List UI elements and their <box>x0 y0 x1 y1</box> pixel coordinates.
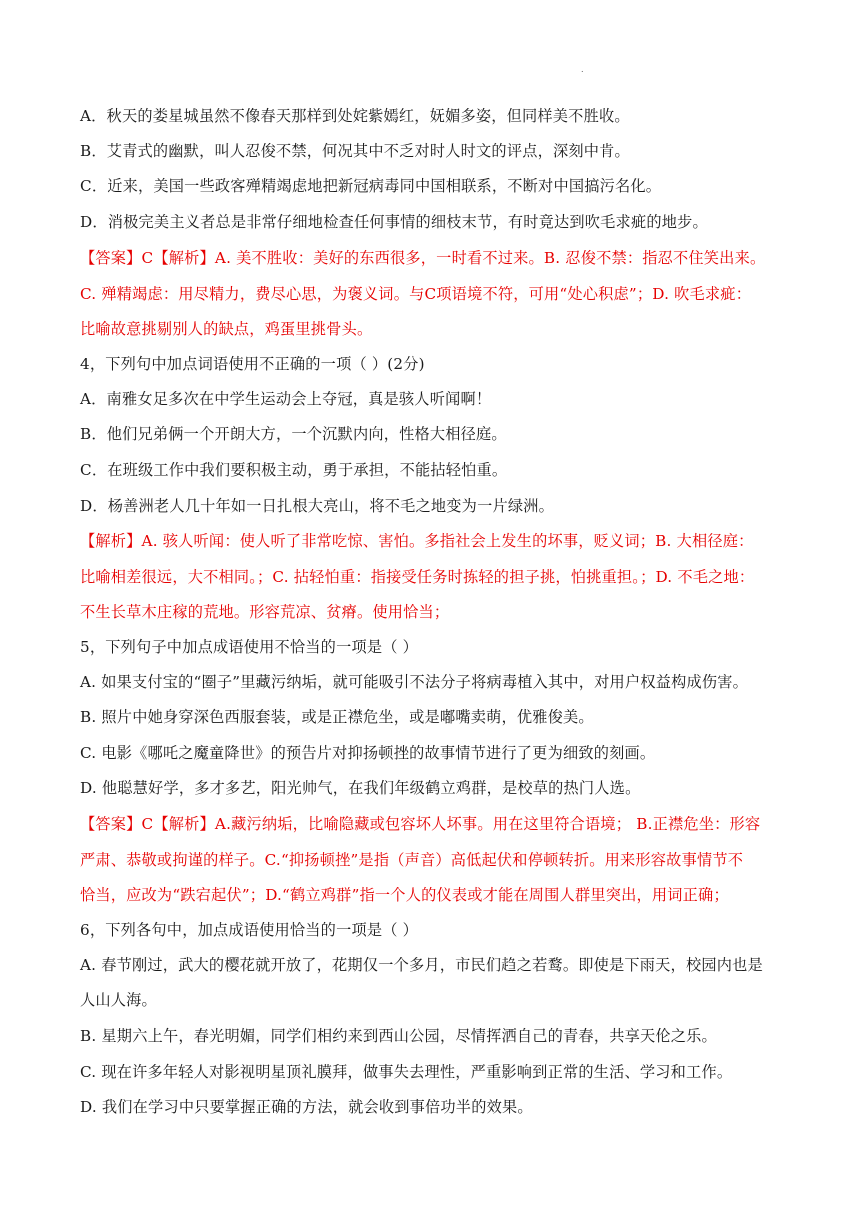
option-d-q5: D. 他聪慧好学，多才多艺，阳光帅气，在我们年级鹤立鸡群，是校草的热门人选。 <box>80 779 641 797</box>
answer-q5-line-2: 严肃、恭敬或拘谨的样子。C.“抑扬顿挫”是指（声音）高低起伏和停顿转折。用来形容故事情节不 <box>80 851 744 869</box>
option-d-q3: D．消极完美主义者总是非常仔细地检查任何事情的细枝末节，有时竟达到吹毛求疵的地步。 <box>80 213 708 231</box>
option-c-q4: C．在班级工作中我们要积极主动，勇于承担，不能拈轻怕重。 <box>80 461 508 479</box>
question-6: 6，下列各句中，加点成语使用恰当的一项是（ ） <box>80 921 419 939</box>
option-c-q5: C. 电影《哪吒之魔童降世》的预告片对抑扬顿挫的故事情节进行了更为细致的刻画。 <box>80 744 656 762</box>
option-a-q5: A. 如果支付宝的“圈子”里藏污纳垢，就可能吸引不法分子将病毒植入其中，对用户权益构成伤害。 <box>80 673 749 691</box>
option-b-q6: B. 星期六上午，春光明媚，同学们相约来到西山公园，尽情挥洒自己的青春，共享天伦之乐。 <box>80 1027 717 1045</box>
answer-q4-line-2: 比喻相差很远，大不相同。；C. 拈轻怕重：指接受任务时拣轻的担子挑，怕挑重担。；D. 不毛之地： <box>80 568 755 586</box>
option-d-q6: D. 我们在学习中只要掌握正确的方法，就会收到事倍功半的效果。 <box>80 1098 533 1116</box>
option-a-q4: A．南雅女足多次在中学生运动会上夺冠，真是骇人听闻啊！ <box>80 390 492 408</box>
header-dot-mark: . <box>581 65 584 74</box>
option-b-q5: B. 照片中她身穿深色西服套装，或是正襟危坐，或是嘟嘴卖萌，优雅俊美。 <box>80 708 594 726</box>
question-4: 4，下列句中加点词语使用不正确的一项（ ）(2分) <box>80 355 425 373</box>
option-a-q3: A．秋天的娄星城虽然不像春天那样到处姹紫嫣红，妩媚多姿，但同样美不胜收。 <box>80 107 630 125</box>
question-5: 5，下列句子中加点成语使用不恰当的一项是（ ） <box>80 638 419 656</box>
option-a-q6-line-2: 人山人海。 <box>80 991 157 1009</box>
option-c-q3: C．近来，美国一些政客殚精竭虑地把新冠病毒同中国相联系，不断对中国搞污名化。 <box>80 177 662 195</box>
answer-q5-line-3: 恰当，应改为“跌宕起伏”；D.“鹤立鸡群”指一个人的仪表或才能在周围人群里突出，用词正确； <box>80 886 729 904</box>
option-b-q4: B．他们兄弟俩一个开朗大方，一个沉默内向，性格大相径庭。 <box>80 425 507 443</box>
option-a-q6-line-1: A. 春节刚过，武大的樱花就开放了，花期仅一个多月，市民们趋之若鹜。即使是下雨天，校园内也是 <box>80 956 763 974</box>
option-b-q3: B．艾青式的幽默，叫人忍俊不禁，何况其中不乏对时人时文的评点，深刻中肯。 <box>80 142 630 160</box>
answer-q4-line-1: 【解析】A. 骇人听闻：使人听了非常吃惊、害怕。多指社会上发生的坏事，贬义词；B. 大相径庭： <box>80 532 754 550</box>
answer-q4-line-3: 不生长草木庄稼的荒地。形容荒凉、贫瘠。使用恰当； <box>80 603 450 621</box>
answer-q3-line-2: C. 殚精竭虑：用尽精力，费尽心思，为褒义词。与C项语境不符，可用“处心积虑”；D. 吹毛求疵： <box>80 285 752 303</box>
answer-q3-line-1: 【答案】C【解析】A. 美不胜收：美好的东西很多，一时看不过来。B. 忍俊不禁：指忍不住笑出来。 <box>80 249 766 267</box>
option-c-q6: C. 现在许多年轻人对影视明星顶礼膜拜，做事失去理性，严重影响到正常的生活、学习和工作。 <box>80 1063 733 1081</box>
answer-q5-line-1: 【答案】C【解析】A.藏污纳垢，比喻隐藏或包容坏人坏事。用在这里符合语境； B.正襟危坐：形容 <box>80 815 761 833</box>
option-d-q4: D．杨善洲老人几十年如一日扎根大亮山，将不毛之地变为一片绿洲。 <box>80 497 555 515</box>
answer-q3-line-3: 比喻故意挑剔别人的缺点，鸡蛋里挑骨头。 <box>80 320 373 338</box>
